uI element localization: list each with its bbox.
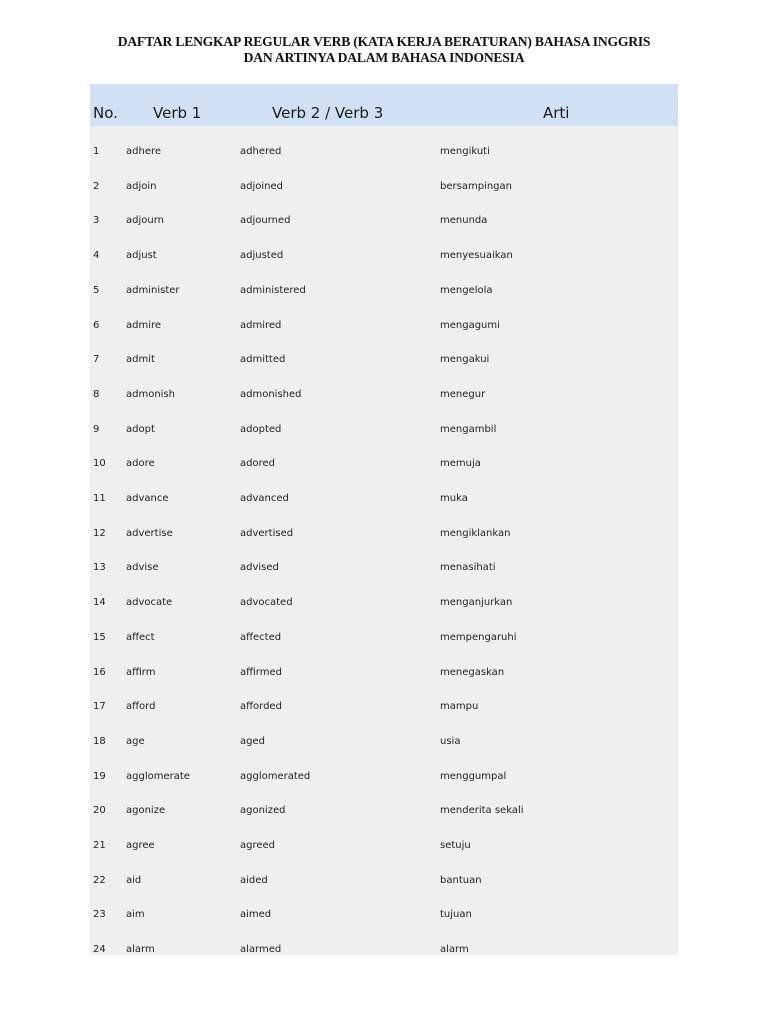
header-verb-2-3: Verb 2 / Verb 3 xyxy=(272,104,384,122)
header-verb-1: Verb 1 xyxy=(153,104,202,122)
cell-arti: bersampingan xyxy=(440,180,512,192)
cell-arti: menyesuaikan xyxy=(440,250,513,262)
table-row xyxy=(90,522,678,546)
cell-verb-2-3: admired xyxy=(240,319,282,331)
cell-verb-1: adopt xyxy=(126,423,155,435)
document-title xyxy=(0,34,768,66)
cell-arti: mengakui xyxy=(440,354,490,366)
cell-verb-2-3: adjusted xyxy=(240,250,284,262)
cell-verb-1: alarm xyxy=(126,944,155,956)
table-row xyxy=(90,314,678,338)
table-row xyxy=(90,487,678,511)
cell-verb-1: afford xyxy=(126,701,156,713)
cell-arti: alarm xyxy=(440,944,469,956)
table-row xyxy=(90,695,678,719)
cell-no: 22 xyxy=(93,874,106,886)
cell-verb-1: adjoin xyxy=(126,180,157,192)
cell-verb-2-3: admitted xyxy=(240,354,286,366)
cell-verb-2-3: afforded xyxy=(240,701,282,713)
cell-verb-2-3: adjoined xyxy=(240,180,283,192)
table-row xyxy=(90,903,678,927)
table-row xyxy=(90,626,678,650)
cell-no: 2 xyxy=(93,180,100,192)
cell-no: 14 xyxy=(93,597,106,609)
table-row xyxy=(90,591,678,615)
table-row xyxy=(90,140,678,164)
cell-no: 1 xyxy=(93,146,100,157)
cell-arti: tujuan xyxy=(440,909,472,921)
cell-no: 6 xyxy=(93,319,100,331)
cell-verb-1: advocate xyxy=(126,597,173,609)
table-row xyxy=(90,799,678,823)
cell-verb-2-3: administered xyxy=(240,284,306,296)
table-row xyxy=(90,418,678,442)
table-row xyxy=(90,452,678,476)
table-row xyxy=(90,383,678,407)
cell-verb-1: agglomerate xyxy=(126,770,190,782)
cell-verb-2-3: adjourned xyxy=(240,215,291,227)
cell-no: 10 xyxy=(93,458,106,470)
cell-verb-1: advance xyxy=(126,493,169,504)
cell-verb-1: adhere xyxy=(126,146,162,157)
table-row xyxy=(90,834,678,858)
cell-arti: menganjurkan xyxy=(440,597,513,609)
cell-no: 7 xyxy=(93,354,100,366)
cell-no: 4 xyxy=(93,250,100,262)
cell-verb-2-3: alarmed xyxy=(240,944,282,956)
cell-verb-1: advise xyxy=(126,562,159,574)
cell-verb-2-3: advanced xyxy=(240,493,289,504)
cell-arti: mengagumi xyxy=(440,319,500,331)
cell-arti: setuju xyxy=(440,840,471,851)
table-row xyxy=(90,556,678,580)
cell-verb-2-3: agreed xyxy=(240,840,276,851)
cell-verb-2-3: affected xyxy=(240,631,282,643)
cell-verb-2-3: adopted xyxy=(240,423,282,435)
cell-arti: menderita sekali xyxy=(440,805,524,817)
cell-verb-1: admire xyxy=(126,319,162,331)
cell-verb-1: age xyxy=(126,735,145,747)
cell-arti: memuja xyxy=(440,458,481,470)
table-row xyxy=(90,765,678,789)
cell-arti: mengikuti xyxy=(440,146,490,157)
cell-verb-2-3: affirmed xyxy=(240,666,282,678)
table-header-row xyxy=(90,84,678,126)
cell-verb-1: affirm xyxy=(126,666,156,678)
cell-verb-2-3: advertised xyxy=(240,527,294,539)
cell-verb-2-3: admonished xyxy=(240,388,302,400)
cell-arti: menasihati xyxy=(440,562,496,574)
cell-no: 9 xyxy=(93,423,100,435)
cell-verb-2-3: aged xyxy=(240,735,265,747)
cell-verb-1: aim xyxy=(126,909,145,921)
document-title-line-2: DAN ARTINYA DALAM BAHASA INDONESIA xyxy=(243,50,525,65)
verb-table xyxy=(90,84,678,955)
cell-arti: mengiklankan xyxy=(440,527,511,539)
cell-verb-2-3: adhered xyxy=(240,146,282,157)
cell-arti: menegaskan xyxy=(440,666,505,678)
cell-no: 20 xyxy=(93,805,106,817)
table-row xyxy=(90,175,678,199)
cell-arti: usia xyxy=(440,735,461,747)
cell-verb-2-3: advised xyxy=(240,562,279,574)
cell-arti: mengelola xyxy=(440,284,493,296)
cell-no: 11 xyxy=(93,493,106,504)
cell-arti: menunda xyxy=(440,215,488,227)
cell-verb-1: admonish xyxy=(126,388,175,400)
cell-no: 16 xyxy=(93,666,106,678)
cell-verb-2-3: advocated xyxy=(240,597,293,609)
cell-verb-1: administer xyxy=(126,284,180,296)
cell-no: 8 xyxy=(93,388,100,400)
cell-verb-1: agonize xyxy=(126,805,166,817)
table-row xyxy=(90,661,678,685)
cell-verb-1: adjust xyxy=(126,250,157,262)
cell-no: 24 xyxy=(93,944,106,956)
header-no: No. xyxy=(93,104,118,122)
cell-verb-2-3: aimed xyxy=(240,909,272,921)
table-row xyxy=(90,209,678,233)
cell-verb-1: advertise xyxy=(126,527,173,539)
cell-arti: menegur xyxy=(440,388,486,400)
table-row xyxy=(90,279,678,303)
cell-verb-1: agree xyxy=(126,840,155,851)
cell-verb-1: adore xyxy=(126,458,155,470)
cell-no: 15 xyxy=(93,631,106,643)
cell-arti: mampu xyxy=(440,701,479,713)
cell-no: 21 xyxy=(93,840,106,851)
cell-verb-2-3: agglomerated xyxy=(240,770,311,782)
cell-verb-2-3: aided xyxy=(240,874,268,886)
cell-verb-2-3: adored xyxy=(240,458,275,470)
cell-no: 23 xyxy=(93,909,106,921)
document-title-line-1: DAFTAR LENGKAP REGULAR VERB (KATA KERJA BERATURAN) BAHASA INGGRIS xyxy=(117,34,651,49)
table-row xyxy=(90,348,678,372)
cell-arti: bantuan xyxy=(440,874,482,886)
cell-verb-1: adjourn xyxy=(126,215,164,227)
table-row xyxy=(90,938,678,962)
cell-verb-1: admit xyxy=(126,354,155,366)
cell-no: 3 xyxy=(93,215,100,227)
table-row xyxy=(90,730,678,754)
cell-verb-2-3: agonized xyxy=(240,805,286,817)
header-arti: Arti xyxy=(543,104,570,122)
cell-no: 5 xyxy=(93,284,100,296)
cell-no: 12 xyxy=(93,527,106,539)
cell-arti: menggumpal xyxy=(440,770,507,782)
table-row xyxy=(90,244,678,268)
cell-arti: mempengaruhi xyxy=(440,631,517,643)
cell-no: 13 xyxy=(93,562,106,574)
table-row xyxy=(90,869,678,893)
cell-arti: muka xyxy=(440,493,468,504)
cell-no: 18 xyxy=(93,735,106,747)
cell-verb-1: aid xyxy=(126,874,142,886)
cell-no: 19 xyxy=(93,770,106,782)
cell-arti: mengambil xyxy=(440,423,497,435)
cell-verb-1: affect xyxy=(126,631,155,643)
cell-no: 17 xyxy=(93,701,106,713)
